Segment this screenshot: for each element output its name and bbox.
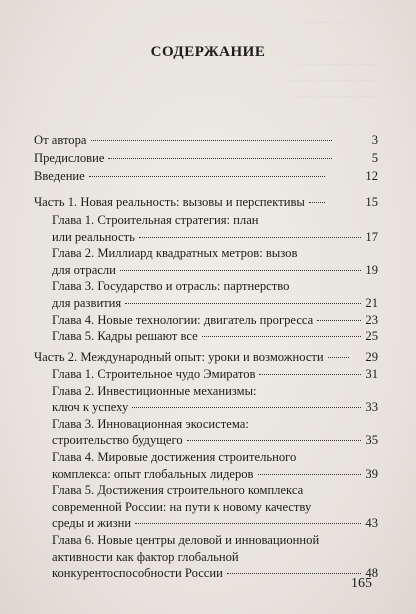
toc-entry[interactable] [52, 328, 378, 344]
toc-entry[interactable] [34, 150, 378, 166]
dot-leader [120, 270, 361, 271]
toc-page-number: 21 [365, 296, 378, 310]
dot-leader [187, 440, 362, 441]
show-through-text: ············ ························ ·························· ························ [289, 18, 376, 103]
toc-entry[interactable] [52, 366, 378, 382]
dot-leader [309, 202, 326, 203]
toc-entry[interactable] [52, 312, 378, 328]
toc-entry-line: Глава 3. Инновационная экосистема: [52, 416, 249, 431]
toc-entry-line: Глава 6. Новые центры деловой и инновационной [52, 533, 320, 547]
toc-entry-label: Введение [34, 169, 85, 183]
toc-entry[interactable] [52, 432, 378, 448]
toc-entry-label: ключ к успеху [52, 400, 129, 415]
toc-page-number: 15 [365, 195, 378, 209]
toc-page-number: 35 [365, 433, 378, 448]
toc-page-number: 48 [365, 566, 378, 581]
toc-page-number: 19 [365, 262, 378, 277]
toc-entry[interactable] [52, 515, 378, 531]
toc-entry-label: комплекса: опыт глобальных лидеров [52, 466, 254, 481]
toc-page-number: 25 [365, 329, 378, 344]
dot-leader [227, 573, 362, 574]
dot-leader [317, 320, 361, 321]
toc-page-number: 12 [365, 169, 378, 183]
dot-leader [89, 176, 326, 177]
toc-entry-label: для развития [52, 296, 122, 310]
toc-entry[interactable] [52, 229, 378, 245]
dot-leader [259, 374, 361, 375]
toc-entry[interactable] [52, 399, 378, 415]
toc-entry[interactable] [52, 295, 378, 311]
toc-part-label: Часть 2. Международный опыт: уроки и возможности [34, 350, 324, 364]
page-number: 165 [351, 576, 372, 591]
dot-leader [202, 336, 362, 337]
dot-leader [135, 523, 361, 524]
toc-page-number: 23 [365, 312, 378, 327]
toc-page-number: 29 [365, 350, 378, 364]
toc-entry-line: Глава 5. Достижения строительного комплекса [52, 483, 304, 498]
toc-entry[interactable] [52, 262, 378, 278]
toc-entry[interactable] [34, 168, 378, 184]
toc-entry-line: Глава 4. Мировые достижения строительного [52, 450, 297, 464]
dot-leader [139, 237, 362, 238]
toc-page-number: 5 [371, 151, 378, 165]
toc-entry-label: для отрасли [52, 262, 116, 277]
dot-leader [125, 303, 361, 304]
toc-entry-label: конкурентоспособности России [52, 566, 223, 581]
dot-leader [328, 357, 350, 358]
toc-part-2[interactable] [34, 349, 378, 365]
toc-page-number: 17 [365, 229, 378, 244]
toc-title: СОДЕРЖАНИЕ [150, 44, 266, 60]
dot-leader [132, 407, 361, 408]
toc-entry-label: Предисловие [34, 151, 105, 165]
toc-page-number: 31 [365, 367, 378, 381]
toc-entry-line: Глава 1. Строительная стратегия: план [52, 213, 259, 227]
toc-entry[interactable] [52, 466, 378, 482]
toc-entry-line: современной России: на пути к новому качеству [52, 499, 312, 514]
toc-page-number: 33 [365, 400, 378, 415]
toc-entry-line: Глава 3. Государство и отрасль: партнерство [52, 279, 290, 294]
toc-entry-label: Глава 4. Новые технологии: двигатель прогресса [52, 312, 314, 327]
dot-leader [91, 140, 332, 141]
toc-page-number: 39 [365, 466, 378, 481]
toc-page-number: 3 [371, 133, 378, 147]
toc-entry-label: строительство будущего [52, 433, 183, 448]
toc-part-label: Часть 1. Новая реальность: вызовы и перспективы [34, 195, 305, 209]
toc-entry[interactable] [34, 132, 378, 148]
toc-entry-label: От автора [34, 133, 87, 147]
toc-entry-label: Глава 5. Кадры решают все [52, 329, 198, 344]
dot-leader [108, 158, 331, 159]
toc-entry[interactable] [52, 565, 378, 581]
toc-entry-line: Глава 2. Инвестиционные механизмы: [52, 383, 257, 398]
toc-entry-label: или реальность [52, 229, 135, 244]
toc-part-1[interactable] [34, 194, 378, 210]
toc-page-number: 43 [365, 516, 378, 531]
dot-leader [258, 474, 362, 475]
toc-entry-label: среды и жизни [52, 516, 132, 531]
toc-entry-line: Глава 2. Миллиард квадратных метров: вызов [52, 246, 298, 261]
toc-entry-label: Глава 1. Строительное чудо Эмиратов [52, 367, 256, 381]
toc-entry-line: активности как фактор глобальной [52, 549, 239, 564]
